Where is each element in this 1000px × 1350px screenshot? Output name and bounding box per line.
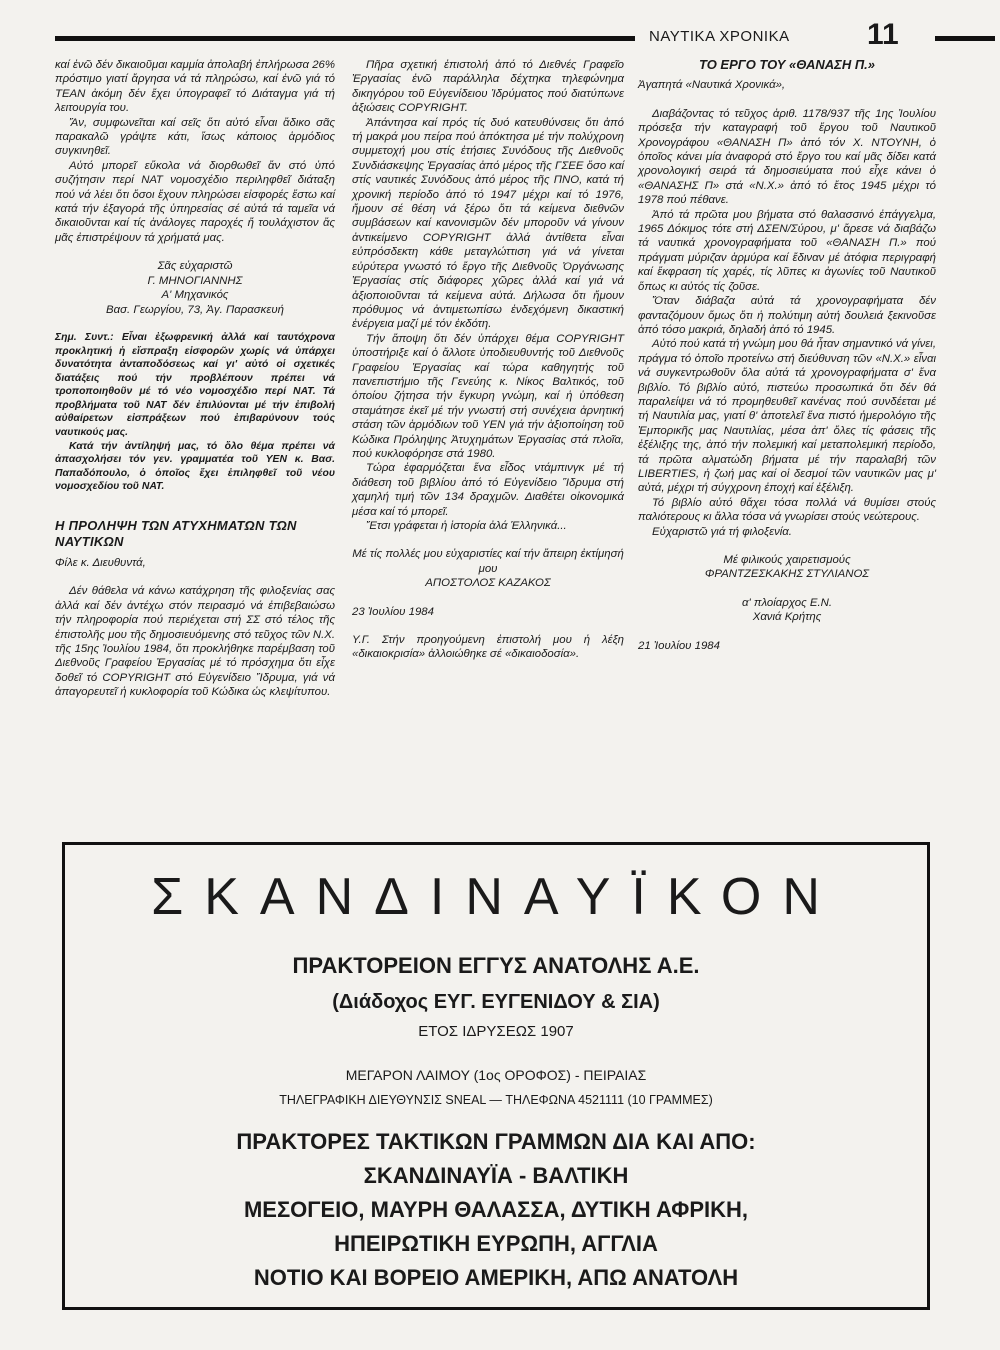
editor-note-paragraph: Σημ. Συντ.: Εἶναι ἐξωφρενική ἀλλά καί ταυτόχρονα προκλητική ἡ εἴσπραξη εἰσφορῶν χωρίς νά ὑπάρχει δυνατότητα ἀνταποδόσεως καί γι' αὐτό οἱ σχετικές διατάξεις πού τήν προβλέπουν πρέπει νά τροποποιηθοῦν μέ τό νέο νομοσχέδιο περί ΝΑΤ. Τά προβλήματα τοῦ ΝΑΤ δέν ἐπιλύονται μέ τήν ἐπιβολή αὐθαίρετων εἰσπράξεων πού ἐπιβαρύνουν τούς ναυτικούς μας. — [55, 331, 335, 439]
letter-date: 23 Ἰουλίου 1984 — [352, 605, 434, 618]
page-number: 11 — [867, 18, 899, 51]
letter-paragraph: Ὅταν διάβαζα αὐτά τά χρονογραφήματα δέν φανταζόμουν ὅμως ὅτι ἡ πολύτιμη αὐτή δουλειά ξεκινοῦσε ἀπό τόσο μακριά, δηλαδή ἀπό τό 1945. — [638, 295, 936, 336]
article-heading: ΤΟ ΕΡΓΟ ΤΟΥ «ΘΑΝΑΣΗ Π.» — [699, 57, 875, 72]
letter-paragraph: Αὐτό μπορεῖ εὔκολα νά διορθωθεῖ ἄν στό ὑπό συζήτησιν περί ΝΑΤ νομοσχέδιο περιληφθεῖ διάταξη πού νά λέει ὅτι ὅσοι ἔχουν πληρώσει εἰσφορές ἔστω καί κατά τήν ἐξαγορά τῆς ὑπηρεσίας σέ αὐτά τά ταμεῖα νά δικαιοῦνται καί τίς ἀνάλογες παροχές ἤ τουλάχιστον ἄς μᾶς ἐπιστρέψουν τά χρήματά μας. — [55, 159, 335, 244]
letter-paragraph: Τήν ἄποψη ὅτι δέν ὑπάρχει θέμα COPYRIGHT ὑποστήριξε καί ὁ ἄλλοτε ὑποδιευθυντής τοῦ Διεθνοῦς Γραφείου Ἐργασίας καί τώρα καθηγητής τοῦ πανεπιστήμιο τῆς Γενεύης κ. Νίκος Βαλτικός, τοῦ ὁποίου ζήτησα τήν ἔγκυρη γνώμη, καί ἡ ὑπόθεση σταμάτησε ἐκεῖ μέ τήν γνωστή στή συνέχεια ἀρνητική στάση τῶν ἁρμόδιων τοῦ ΥΕΝ γιά τήν ἀξιοποίηση τοῦ Κώδικα Πρόληψης Ἀτυχημάτων Ἐργασίας στά πλοῖα, πού κυκλοφόρησε στά 1980. — [352, 332, 624, 460]
letter-paragraph: Εὐχαριστῶ γιά τή φιλοξενία. — [652, 525, 792, 538]
column-2 — [352, 58, 624, 662]
ad-routes-heading: ΠΡΑΚΤΟΡΕΣ ΤΑΚΤΙΚΩΝ ΓΡΑΜΜΩΝ ΔΙΑ ΚΑΙ ΑΠΟ: — [236, 1129, 756, 1154]
letter-greeting: Φίλε κ. Διευθυντά, — [55, 557, 146, 570]
ad-route-line: ΣΚΑΝΔΙΝΑΥΪΑ - ΒΑΛΤΙΚΗ — [363, 1163, 629, 1188]
signoff: Σᾶς εὐχαριστῶ — [157, 260, 233, 273]
letter-paragraph: Ἀπάντησα καί πρός τίς δυό κατευθύνσεις ὅτι ἀπό τή μακρά μου πείρα πού ἀπόκτησα μέ τήν πολύχρονη συμμετοχή μου στίς ἐτήσιες Συνόδους τῆς Διεθνοῦς Συνδιάσκεψης Ἐργασίας ἀπό μέρος τῆς ΓΣΕΕ ὅσο καί στίς ναυτικές Συνόδους ἀπό μέρος τῆς ΠΝΟ, κατά τή χρονική περίοδο ἀπό τό 1947 μέχρι καί τό 1976, ἤμουν σέ θέση νά ξέρω ὅτι τά κείμενα διεθνῶν συμβάσεων καί κανονισμῶν δέν μποροῦν νά γίνουν ἀντικείμενο COPYRIGHT ἀλλά ἀντίθετα εἶναι εὐπρόσδεκτη κάθε μεταγλώττιση γιά νά γίνεται εὐρύτερα γνωστό τό ἔργο τῆς Διεθνοῦς Ὀργάνωσης Ἐργασίας στίς διάφορες χῶρες ἀλλά καί γιά νά ἀξιοποιοῦνται τά κείμενα αὐτά. Δήλωσα ὅτι ἤμουν πρόθυμος νά ἀντιμετωπίσω ἐνδεχόμενη δικαστική ἐνέργεια μαζί μέ τόν ἐκδότη. — [352, 116, 624, 331]
letter-paragraph: καί ἐνῶ δέν δικαιοῦμαι καμμία ἀπολαβή ἐπλήρωσα 26% πρόστιμο γιατί ἄργησα νά τά πληρώσω, καί ἐνῶ γιά τό ΤΕΑΝ ἀκόμη δέν ἔχει ὑπογραφεῖ τό Διάταγμα γιά τή λειτουργία του. — [55, 59, 335, 115]
advertisement-box — [62, 842, 930, 1310]
letter-paragraph: Αὐτό πού κατά τή γνώμη μου θά ἦταν σημαντικό νά γίνει, πράγμα τό ὁποῖο προτείνω στή διεύθυνση τῶν «Ν.Χ.» εἶναι νά συγκεντρωθοῦν ὅλα αὐτά τά χρονογραφήματα σ' ἕνα βιβλίο. Τό βιβλίο αὐτό, πιστεύω προσωπικά ὅτι δέν θά παραλείψει νά τό προμηθευθεῖ κανένας πού συνδέεται μέ τή Ναυτιλία μας, γιατί θ' ἀποτελεῖ ἕνα πιστό ἡμερολόγιο τῆς Ἐμπορικῆς μας Ναυτιλίας, μέσα ἀπ' ὅλες τίς φάσεις τῆς ἐξέλιξης της, ἀπό τήν πολεμική καί μεταπολεμική περίοδο, τά πρῶτα αλματώδη βήματα μέ τήν παραλαβή τῶν LIBERTIES, ἡ ζωή μας καί οἱ δεσμοί τῶν ναυτικῶν μας μ' αὐτά, μέχρι τή σύγχρονη ἐποχή καί ἐξέλιξη. — [638, 338, 936, 495]
ad-company-name: ΠΡΑΚΤΟΡΕΙΟΝ ΕΓΓΥΣ ΑΝΑΤΟΛΗΣ Α.Ε. — [292, 953, 700, 978]
closing: Μέ τίς πολλές μου εὐχαριστίες καί τήν ἄπειρη ἐκτίμησή μου — [352, 548, 624, 575]
editor-note — [55, 331, 335, 494]
letter-paragraph: Ἀπό τά πρῶτα μου βήματα στό θαλασσινό ἐπάγγελμα, 1965 Δόκιμος τότε στή ΔΣΕΝ/Σύρου, μ' ἄρεσε νά διαβάζω τά ναυτικά χρονογραφήματα τοῦ «ΘΑΝΑΣΗ Π.» πού πράγματι μύριζαν ἁρμύρα καί ἔδιναν μέ ἀτόφια περιγραφή καί ἔκφραση τίς χαρές, τίς λῦπες κι ἀγωνίες τοῦ Ναυτικοῦ ὅπως κι αὐτός τίς ζοῦσε. — [638, 208, 936, 293]
signer-name: Γ. ΜΗΝΟΓΙΑΝΝΗΣ — [147, 274, 243, 287]
ad-title: ΣΚΑΝΔΙΝΑΥΪΚΟΝ — [151, 868, 841, 926]
column-3 — [638, 58, 936, 653]
column-1 — [55, 58, 335, 700]
ad-founded: ΕΤΟΣ ΙΔΡΥΣΕΩΣ 1907 — [418, 1023, 574, 1040]
ad-contact: ΤΗΛΕΓΡΑΦΙΚΗ ΔΙΕΥΘΥΝΣΙΣ SNEAL — ΤΗΛΕΦΩΝΑ 4521111 (10 ΓΡΑΜΜΕΣ) — [279, 1093, 713, 1107]
publication-title: ΝΑΥΤΙΚΑ ΧΡΟΝΙΚΑ — [649, 28, 790, 45]
signer-place: Χανιά Κρήτης — [752, 611, 822, 624]
header-rule-left — [55, 36, 635, 41]
closing: Μέ φιλικούς χαιρετισμούς — [723, 554, 851, 566]
letter-paragraph: Τώρα ἐφαρμόζεται ἕνα εἶδος ντάμπινγκ μέ τή διάθεση τοῦ βιβλίου ἀπό τό Εὐγενίδειο Ἵδρυμα στή χαμηλή τιμή τῶν 134 δραχμῶν. Διαθέτει οἰκονομικά μέσα καί τό μπορεῖ. — [352, 462, 624, 518]
ad-route-line: ΜΕΣΟΓΕΙΟ, ΜΑΥΡΗ ΘΑΛΑΣΣΑ, ΔΥΤΙΚΗ ΑΦΡΙΚΗ, — [243, 1197, 749, 1222]
letter-paragraph: Ἄν, συμφωνεῖται καί σεῖς ὅτι αὐτό εἶναι ἄδικο σᾶς παρακαλῶ γράψτε κάτι, ἴσως κάποιος ἁρμόδιος συγκινηθεῖ. — [55, 116, 335, 158]
letter-paragraph: Πῆρα σχετική ἐπιστολή ἀπό τό Διεθνές Γραφεῖο Ἐργασίας ἐνῶ παράλληλα δέχτηκα τηλεφώνημα δικηγόρου τοῦ Εὐγενίδειου Ἱδρύματος πού διατύπωνε ἀξιώσεις COPYRIGHT. — [352, 59, 624, 115]
signer-title: Α' Μηχανικός — [161, 289, 229, 302]
signer-name: ΑΠΟΣΤΟΛΟΣ ΚΑΖΑΚΟΣ — [425, 577, 551, 590]
header-rule-right — [935, 36, 995, 41]
letter-date: 21 Ἰουλίου 1984 — [638, 639, 720, 652]
ad-route-line: ΗΠΕΙΡΩΤΙΚΗ ΕΥΡΩΠΗ, ΑΓΓΛΙΑ — [334, 1231, 658, 1256]
letter-paragraph: Δέν θάθελα νά κάνω κατάχρηση τῆς φιλοξενίας σας ἀλλά καί δέν ἀντέχω στόν πειρασμό νά ἐπιβεβαιώσω τήν πληροφορία πού περιέχεται στή ΣΣ στό τέλος τῆς ἐπιστολῆς μου τῆς δημοσιευόμενης στό τεῦχος τῶν Ν.Χ. τῆς 15ης Ἰουλίου 1984, ὅτι προκλήθηκε παρέμβαση τοῦ Διεθνοῦς Γραφείου Ἐργασίας μέ τό πρόσχημα ὅτι εἶχε δοθεῖ τό COPYRIGHT στό Εὐγενίδειο Ἵδρυμα, γιά νά ἀπαγορευτεῖ ἡ κυκλοφορία τοῦ Κώδικα ὡς κλεψίτυπου. — [55, 585, 335, 699]
letter-paragraph: Ἔτσι γράφεται ἡ ἱστορία ἀλά Ἑλληνικά... — [366, 520, 567, 532]
signer-name: ΦΡΑΝΤΖΕΣΚΑΚΗΣ ΣΤΥΛΙΑΝΟΣ — [704, 568, 870, 581]
postscript: Υ.Γ. Στήν προηγούμενη ἐπιστολή μου ἡ λέξη «δικαιοκρισία» ἀλλοιώθηκε σέ «δικαιοδοσία». — [352, 634, 624, 661]
editor-note-paragraph: Κατά τήν ἀντίληψή μας, τό ὅλο θέμα πρέπει νά ἀπασχολήσει τόν γεν. γραμματέα τοῦ ΥΕΝ κ. Βασ. Παπαδόπουλο, ὁ ὁποῖος ἔχει ἐπιληφθεῖ τοῦ νέου νομοσχεδίου τοῦ ΝΑΤ. — [55, 440, 335, 493]
ad-successor: (Διάδοχος ΕΥΓ. ΕΥΓΕΝΙΔΟΥ & ΣΙΑ) — [332, 991, 660, 1013]
ad-address: ΜΕΓΑΡΟΝ ΛΑΙΜΟΥ (1ος ΟΡΟΦΟΣ) - ΠΕΙΡΑΙΑΣ — [345, 1067, 647, 1083]
letter-paragraph: Τό βιβλίο αὐτό θἄχει τόσα πολλά νά θυμίσει στούς παλιότερους κι ἄλλα τόσα νά γνωρίσει στούς νεώτερους. — [638, 496, 936, 524]
article-heading: Η ΠΡΟΛΗΨΗ ΤΩΝ ΑΤΥΧΗΜΑΤΩΝ ΤΩΝ ΝΑΥΤΙΚΩΝ — [55, 518, 297, 550]
letter-paragraph: Διαβάζοντας τό τεῦχος ἀριθ. 1178/937 τῆς 1ης Ἰουλίου πρόσεξα τήν καταγραφή τοῦ ἔργου τοῦ Ναυτικοῦ Χρονογράφου «ΘΑΝΑΣΗ Π» ἀπό τόν Χ. ΝΤΟΥΝΗ, ὁ ὁποῖος κάνει μία ἀναφορά στό ἔργο του καί μᾶς δίδει κατά χρονολογική σειρά τά δημοσιεύματα πού εἶχε κάνει ὁ «ΘΑΝΑΣΗΣ Π» στά «Ν.Χ.» ἀπό τό ἔτος 1945 μέχρι τό 1978 πού πέθανε. — [638, 107, 936, 207]
letter-greeting: Ἀγαπητά «Ναυτικά Χρονικά», — [638, 79, 786, 92]
signer-address: Βασ. Γεωργίου, 73, Ἁγ. Παρασκευή — [106, 303, 284, 316]
signer-rank: α' πλοίαρχος Ε.Ν. — [741, 596, 832, 609]
ad-route-line: ΝΟΤΙΟ ΚΑΙ ΒΟΡΕΙΟ ΑΜΕΡΙΚΗ, ΑΠΩ ΑΝΑΤΟΛΗ — [253, 1265, 739, 1290]
page-header — [55, 18, 945, 51]
